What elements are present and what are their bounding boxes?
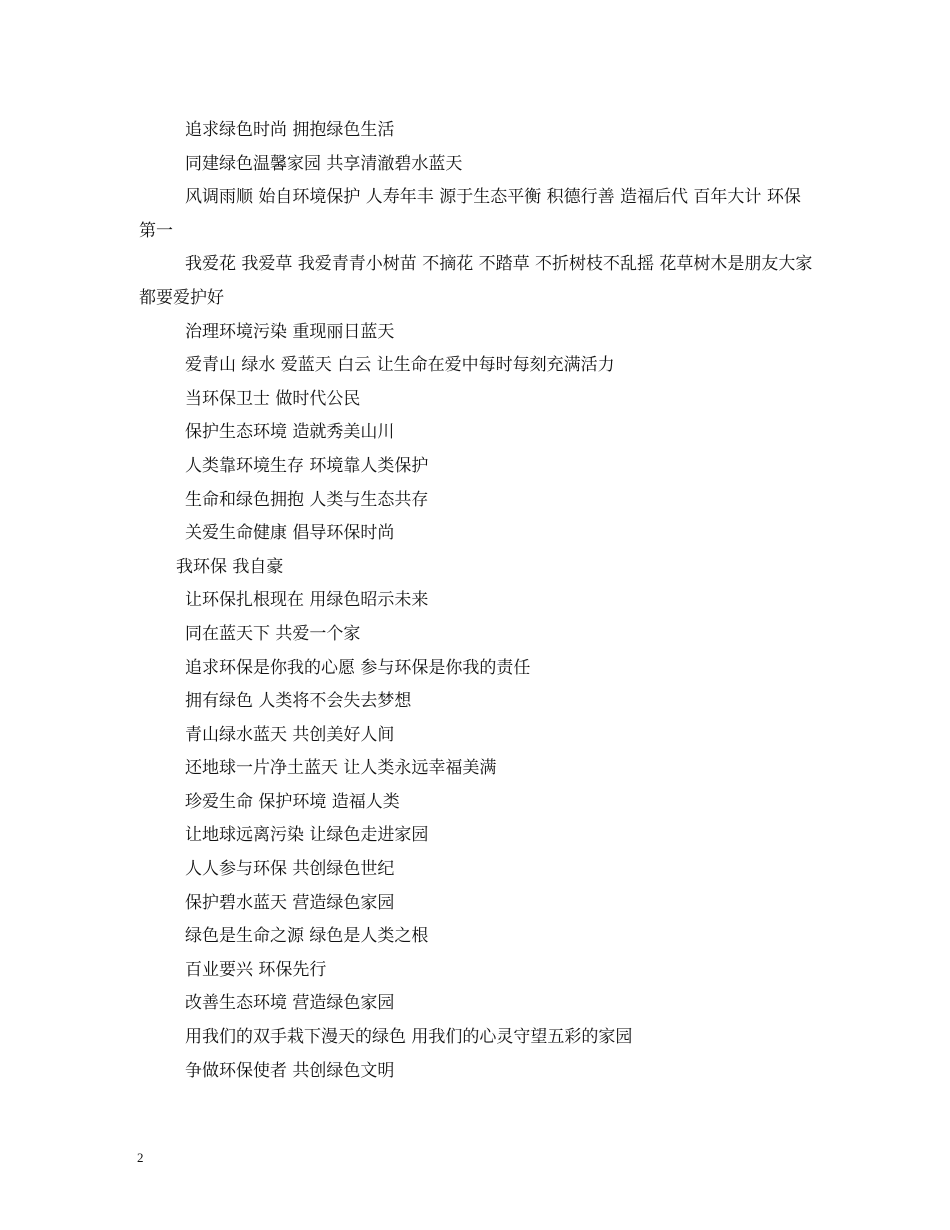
paragraph: 绿色是生命之源 绿色是人类之根 (185, 926, 429, 947)
paragraph: 当环保卫士 做时代公民 (185, 388, 361, 409)
paragraph: 争做环保使者 共创绿色文明 (185, 1060, 395, 1081)
paragraph: 同在蓝天下 共爱一个家 (185, 623, 361, 644)
paragraph: 保护碧水蓝天 营造绿色家园 (185, 892, 395, 913)
paragraph: 保护生态环境 造就秀美山川 (185, 422, 395, 443)
paragraph: 珍爱生命 保护环境 造福人类 (185, 791, 400, 812)
paragraph: 还地球一片净土蓝天 让人类永远幸福美满 (185, 758, 497, 779)
paragraph: 治理环境污染 重现丽日蓝天 (185, 321, 395, 342)
paragraph: 拥有绿色 人类将不会失去梦想 (185, 691, 412, 712)
paragraph: 生命和绿色拥抱 人类与生态共存 (185, 489, 429, 510)
paragraph: 让地球远离污染 让绿色走进家园 (185, 825, 429, 846)
paragraph: 爱青山 绿水 爱蓝天 白云 让生命在爱中每时每刻充满活力 (185, 355, 615, 376)
page-number: 2 (137, 1150, 144, 1165)
document-body (139, 114, 817, 1088)
paragraph: 同建绿色温馨家园 共享清澈碧水蓝天 (185, 153, 463, 174)
paragraph: 关爱生命健康 倡导环保时尚 (185, 523, 395, 544)
paragraph: 追求环保是你我的心愿 参与环保是你我的责任 (185, 657, 531, 678)
paragraph: 青山绿水蓝天 共创美好人间 (185, 724, 395, 745)
paragraph: 风调雨顺 始自环境保护 人寿年丰 源于生态平衡 积德行善 造福后代 百年大计 环保第一 (139, 187, 801, 241)
paragraph: 我爱花 我爱草 我爱青青小树苗 不摘花 不踏草 不折树枝不乱摇 花草树木是朋友大家都要爱护好 (139, 254, 813, 308)
paragraph: 让环保扎根现在 用绿色昭示未来 (185, 590, 429, 611)
paragraph: 改善生态环境 营造绿色家园 (185, 993, 395, 1014)
paragraph: 追求绿色时尚 拥抱绿色生活 (185, 120, 395, 140)
paragraph: 用我们的双手栽下漫天的绿色 用我们的心灵守望五彩的家园 (185, 1027, 633, 1048)
paragraph: 人人参与环保 共创绿色世纪 (185, 859, 395, 880)
paragraph: 我环保 我自豪 (176, 556, 284, 577)
paragraph: 人类靠环境生存 环境靠人类保护 (185, 455, 429, 476)
paragraph: 百业要兴 环保先行 (185, 959, 327, 980)
